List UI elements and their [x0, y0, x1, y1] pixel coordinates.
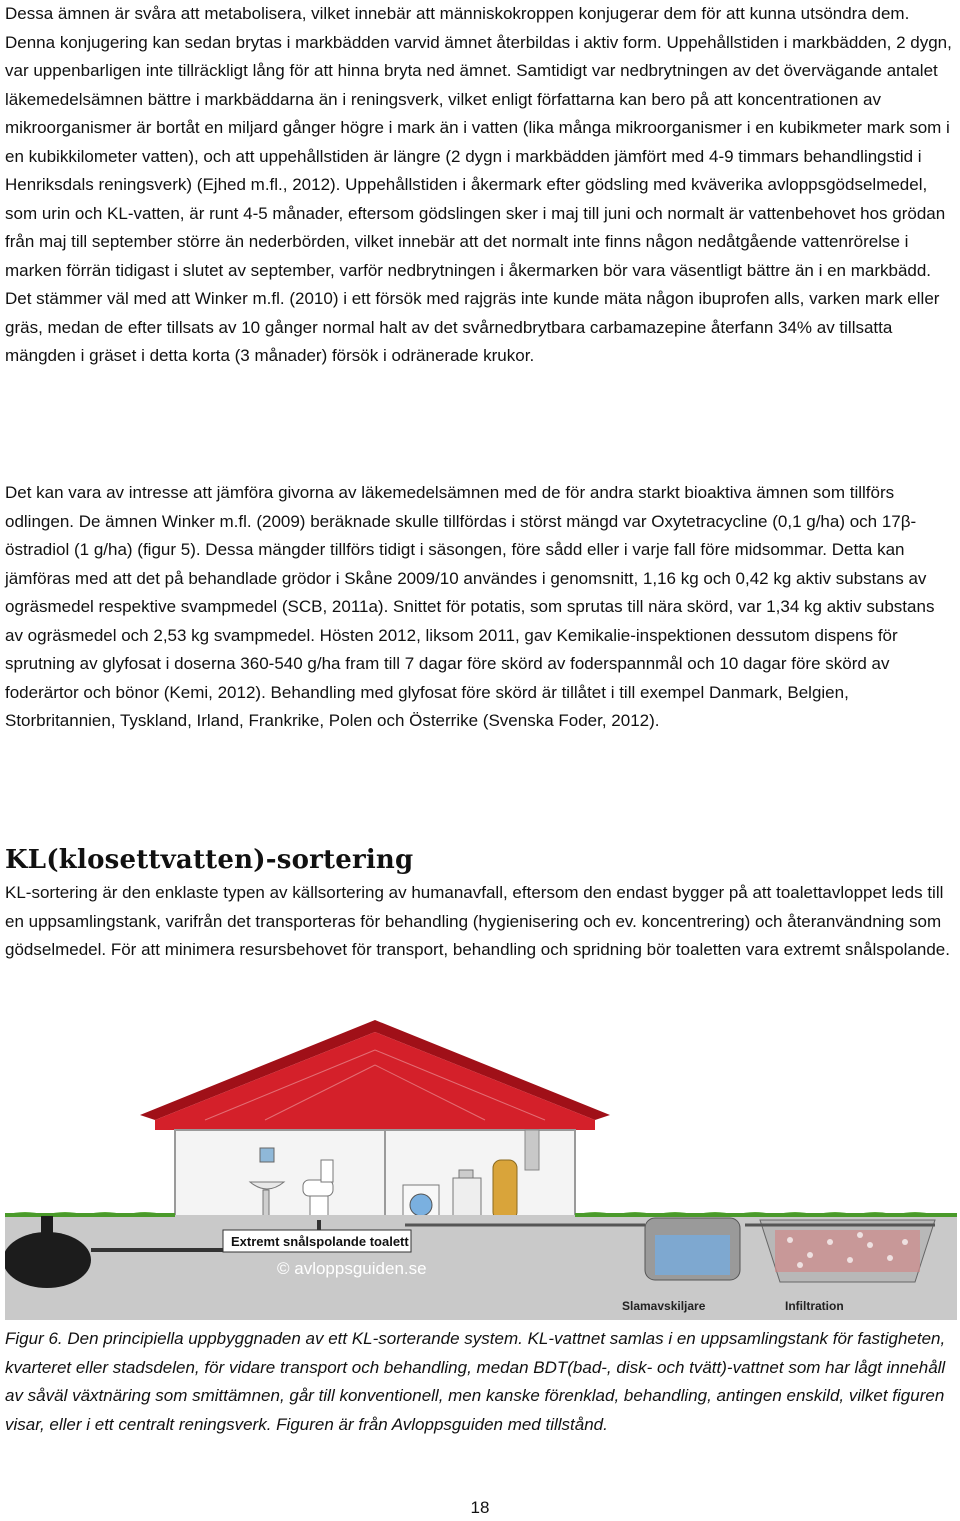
sludge-separator — [645, 1218, 740, 1280]
collection-tank — [5, 1232, 91, 1288]
paragraph-bioactive-comparison: Det kan vara av intresse att jämföra givorna av läkemedelsämnen med de för andra starkt bioaktiva ämnen som tillförs odlingen. De ämnen Winker m.fl. (2009) beräknade skulle tillfördas i störst mängd var Oxytetracycline (0,1 g/ha) och 17β- östradiol (1 g/ha) (figur 5). Dessa mängder tillförs tidigt i säsongen, före sådd eller i varje fall före midsommar. Detta kan jämföras med att det på behandlade grödor i Skåne 2009/10 användes i genomsnitt, 1,16 kg och 0,42 kg aktiv substans av ogräsmedel respektive svampmedel (SCB, 2011a). Snittet för potatis, som sprutas till nära skörd, var 1,34 kg aktiv substans av ogräsmedel och 2,53 kg svampmedel. Hösten 2012, liksom 2011, gav Kemikalie-inspektionen dessutom dispens för sprutning av glyfosat i doserna 360-540 g/ha fram till 7 dagar före skörd av foderspannmål och 10 dagar före skörd av foderärtor och bönor (Kemi, 2012). Behandling med glyfosat före skörd är tillåtet i till exempel Danmark, Belgien, Storbritannien, Tyskland, Irland, Frankrike, Polen och Österrike (Svenska Foder, 2012). — [5, 483, 935, 730]
kl-system-drawing — [5, 1020, 957, 1320]
infiltration-label: Infiltration — [785, 1299, 844, 1313]
kl-system-illustration — [5, 1020, 957, 1320]
toilet-label: Extremt snålspolande toalett — [231, 1234, 409, 1249]
watermark: © avloppsguiden.se — [277, 1259, 427, 1278]
page-number: 18 — [470, 1498, 490, 1517]
paragraph-metabolism: Dessa ämnen är svåra att metabolisera, vilket innebär att människokroppen konjugerar dem för att kunna utsöndra dem. Denna konjugering kan sedan brytas i markbädden varvid ämnet återbildas i aktiv form. Uppehållstiden i markbädden, 2 dygn, var uppenbarligen inte tillräckligt lång för att hinna bryta ned ämnet. Samtidigt var nedbrytningen av det övervägande antalet läkemedelsämnen bättre i markbäddarna än i reningsverk, vilket enligt författarna kan bero på att koncentrationen av mikroorganismer är bortåt en miljard gånger högre i mark än i vatten (lika många mikroorganismer i en kubikmeter mark som i en kubikkilometer vatten), och att uppehållstiden är längre (2 dygn i markbädden jämfört med 4-9 timmars behandlingstid i Henriksdals reningsverk) (Ejhed m.fl., 2012). Uppehållstiden i åkermark efter gödsling med kväverika avloppsgödselmedel, som urin och KL-vatten, är runt 4-5 månader, eftersom gödslingen sker i maj till juni och normalt är vattenbehovet hos grödan från maj till september större än nederbörden, vilket innebär att det normalt inte finns någon nedåtgående vattenrörelse i marken förrän tidigast i slutet av september, varför nedbrytningen i åkermarken bör vara väsentligt bättre än i en markbädd. Det stämmer väl med att Winker m.fl. (2010) i ett försök med rajgräs inte kunde mäta någon ibuprofen alls, varken mark eller gräs, medan de efter tillsats av 10 gånger normal halt av det svårnedbrytbara carbamazepine återfann 34% av tillsatta mängden i gräset i detta korta (3 månader) försök i odränerade krukor. — [5, 4, 952, 365]
separator-label: Slamavskiljare — [622, 1299, 706, 1313]
kitchen-sink-icon — [453, 1170, 481, 1221]
section-heading: KL(klosettvatten)-sortering — [5, 845, 414, 875]
figure-caption: Figur 6. Den principiella uppbyggnaden av ett KL-sorterande system. KL-vattnet samlas i en uppsamlingstank för fastigheten, kvarteret eller stadsdelen, för vidare transport och behandling, medan BDT(bad-, disk- och tvätt)-vattnet som har lågt innehåll av såväl växtnäring som smittämnen, går till konventionell, men kanske förenklad, behandling, antingen enskild, vilket figuren visar, eller i ett centralt reningsverk. Figuren är från Avloppsguiden med tillstånd. — [5, 1329, 946, 1434]
paragraph-kl-sorting: KL-sortering är den enklaste typen av källsortering av humanavfall, eftersom den endast bygger på att toalettavloppet leds till en uppsamlingstank, varifrån det transporteras för behandling (hygienisering och ev. koncentrering) och återanvändning som gödselmedel. För att minimera resursbehovet för transport, behandling och spridning bör toaletten vara extremt snålspolande. — [5, 883, 950, 959]
